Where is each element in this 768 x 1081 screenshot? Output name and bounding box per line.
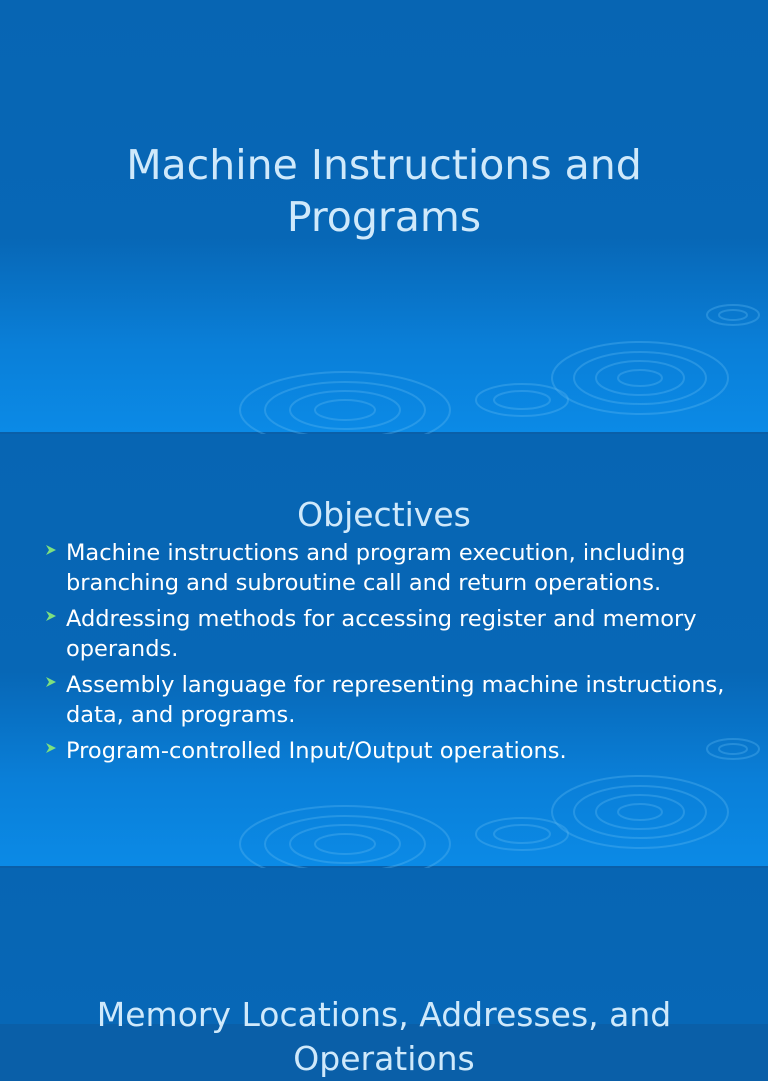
slide-title: Objectives [297,495,471,535]
list-item [44,736,734,766]
slide-title: Memory Locations, Addresses, and Operations [96,995,672,1079]
slide-2 [0,434,768,866]
slide-1 [0,0,768,432]
list-item [44,538,734,598]
bullet-text: Program-controlled Input/Output operations. [66,738,567,764]
slide-3 [0,868,768,1079]
slide-title: Machine Instructions and Programs [126,141,642,242]
bullet-text: Machine instructions and program execution, including branching and subroutine call and return operations. [66,540,686,596]
arrow-bullet-icon [44,543,58,557]
bullet-list [44,538,734,772]
arrow-bullet-icon [44,741,58,755]
bullet-text: Assembly language for representing machine instructions, data, and programs. [66,672,725,728]
list-item [44,670,734,730]
list-item [44,604,734,664]
arrow-bullet-icon [44,609,58,623]
bullet-text: Addressing methods for accessing register and memory operands. [66,606,697,662]
arrow-bullet-icon [44,675,58,689]
